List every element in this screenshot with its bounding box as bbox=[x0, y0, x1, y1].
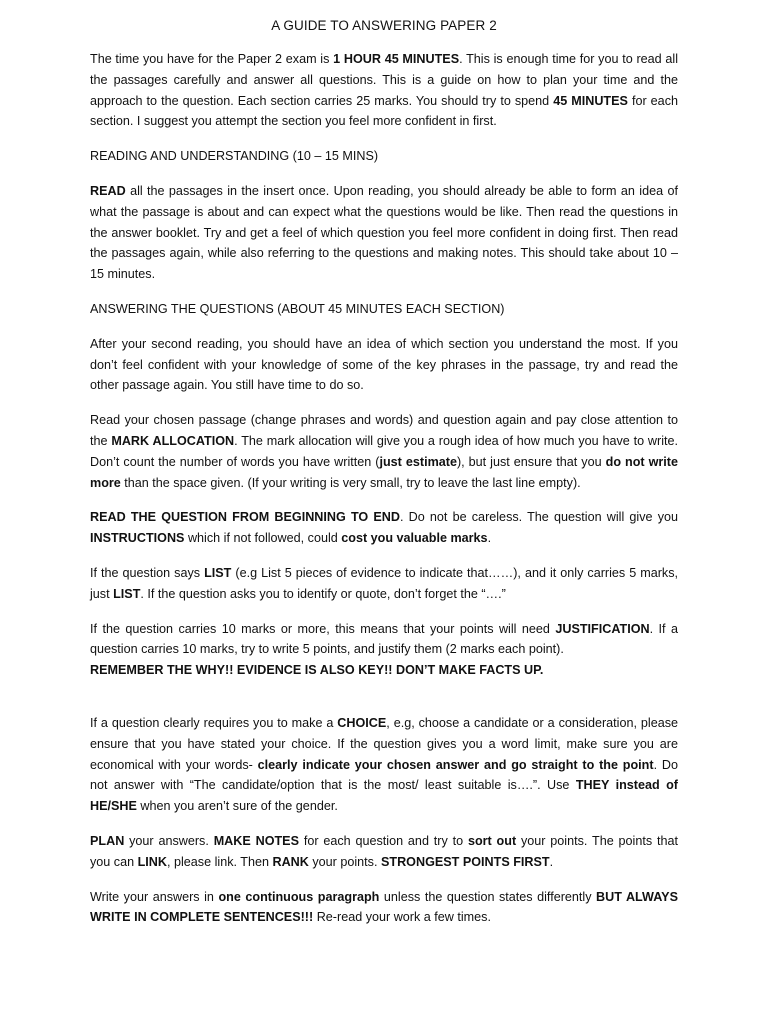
emphasis-text: cost you valuable marks bbox=[341, 531, 488, 546]
emphasis-text: READ bbox=[90, 183, 126, 198]
document-title: A GUIDE TO ANSWERING PAPER 2 bbox=[271, 18, 497, 33]
emphasis-text: LINK bbox=[137, 854, 167, 869]
text-run: ), but just ensure that you bbox=[456, 454, 606, 469]
remember-line: REMEMBER THE WHY!! EVIDENCE IS ALSO KEY!! DON’T MAKE FACTS UP. bbox=[90, 663, 544, 678]
emphasis-text: 45 MINUTES bbox=[553, 93, 628, 108]
emphasis-text: LIST bbox=[113, 586, 141, 601]
text-run: your points. bbox=[308, 854, 381, 869]
text-run: for each section. I suggest you attempt the section you feel more confident in first. bbox=[90, 93, 678, 129]
after-reading-paragraph: After your second reading, you should have an idea of which section you understand the most. If you don’t feel confident with your knowledge of some of the key phrases in the passage, try and read the other passage again. You still have time to do so. bbox=[90, 336, 678, 393]
text-run: than the space given. (If your writing is very small, try to leave the last line empty). bbox=[120, 475, 581, 490]
text-run: Re-read your work a few times. bbox=[313, 910, 491, 925]
emphasis-text: MAKE NOTES bbox=[213, 833, 299, 848]
text-run: unless the question states differently bbox=[379, 889, 597, 904]
emphasis-text: RANK bbox=[272, 854, 309, 869]
section-heading-reading: READING AND UNDERSTANDING (10 – 15 MINS) bbox=[90, 149, 379, 164]
text-run: . Do not be careless. The question will give you bbox=[399, 510, 678, 525]
text-run: Write your answers in bbox=[90, 889, 219, 904]
choice-paragraph bbox=[90, 713, 678, 817]
text-run: . bbox=[549, 854, 554, 869]
reading-paragraph bbox=[90, 181, 678, 285]
emphasis-text: one continuous paragraph bbox=[218, 889, 380, 904]
emphasis-text: THEY instead of HE/SHE bbox=[90, 778, 678, 814]
emphasis-text: do not write more bbox=[90, 454, 678, 490]
intro-paragraph bbox=[90, 49, 678, 132]
text-run: If a question clearly requires you to make a bbox=[90, 715, 338, 730]
text-run: . bbox=[487, 531, 492, 546]
text-run: . This is enough time for you to read all the passages carefully and answer all questions. This is a guide on how to plan your time and the approach to the question. Each section carries 25 marks. You should try to spend bbox=[90, 52, 678, 108]
text-run: If the question says bbox=[90, 565, 205, 580]
list-paragraph bbox=[90, 563, 678, 605]
emphasis-text: clearly indicate your chosen answer and go straight to the point bbox=[257, 757, 654, 772]
emphasis-text: CHOICE bbox=[337, 715, 387, 730]
ten-marks-paragraph bbox=[90, 619, 678, 661]
emphasis-text: sort out bbox=[467, 833, 517, 848]
section-heading-answering: ANSWERING THE QUESTIONS (ABOUT 45 MINUTES EACH SECTION) bbox=[90, 301, 505, 316]
emphasis-text: READ THE QUESTION FROM BEGINNING TO END bbox=[90, 510, 400, 525]
emphasis-text: LIST bbox=[204, 565, 232, 580]
text-run: Read your chosen passage (change phrases and words) and question again and pay close attention to the bbox=[90, 413, 678, 448]
write-answers-paragraph bbox=[90, 887, 678, 929]
text-run: (e.g List 5 pieces of evidence to indicate that……), and it only carries 5 marks, just bbox=[90, 565, 678, 601]
text-run: If the question carries 10 marks or more, this means that your points will need bbox=[90, 621, 556, 636]
emphasis-text: 1 HOUR 45 MINUTES bbox=[333, 52, 460, 66]
text-run: your answers. bbox=[124, 833, 214, 848]
text-run: , please link. Then bbox=[167, 854, 273, 869]
emphasis-text: INSTRUCTIONS bbox=[90, 531, 185, 546]
spacer bbox=[90, 695, 678, 713]
emphasis-text: STRONGEST POINTS FIRST bbox=[380, 854, 550, 869]
text-run: your points. The points that you can bbox=[90, 833, 678, 869]
text-run: The time you have for the Paper 2 exam is bbox=[90, 52, 334, 66]
text-run: for each question and try to bbox=[298, 833, 468, 848]
text-run: . If a question carries 10 marks, try to write 5 points, and justify them (2 marks each point). bbox=[90, 621, 678, 657]
emphasis-text: JUSTIFICATION bbox=[555, 621, 650, 636]
chosen-passage-paragraph bbox=[90, 410, 678, 493]
emphasis-text: BUT ALWAYS WRITE IN COMPLETE SENTENCES!!! bbox=[90, 889, 678, 925]
read-question-paragraph bbox=[90, 507, 678, 549]
text-run: . Do not answer with “The candidate/option that is the most/ least suitable is….”. Use bbox=[90, 757, 678, 793]
text-run: when you aren’t sure of the gender. bbox=[136, 799, 338, 814]
text-run: , e.g, choose a candidate or a consideration, please ensure that you have stated your choice. If the question gives you a word limit, make sure you are economical with your words- bbox=[90, 715, 679, 772]
text-run: all the passages in the insert once. Upon reading, you should already be able to form an idea of what the passage is about and can expect what the questions would be like. Then read the questions in the answer booklet. Try and get a feel of which question you feel more confident in doing first. Then read the passages again, while also referring to the questions and making notes. This should take about 10 – 15 minutes. bbox=[90, 183, 678, 282]
text-run: which if not followed, could bbox=[184, 531, 342, 546]
text-run: . If the question asks you to identify or quote, don’t forget the “….” bbox=[140, 586, 506, 601]
plan-paragraph bbox=[90, 831, 678, 873]
emphasis-text: PLAN bbox=[90, 833, 125, 848]
emphasis-text: just estimate bbox=[379, 454, 457, 469]
emphasis-text: MARK ALLOCATION bbox=[111, 433, 235, 448]
text-run: . The mark allocation will give you a rough idea of how much you have to write. Don’t count the number of words you have written ( bbox=[90, 433, 678, 469]
